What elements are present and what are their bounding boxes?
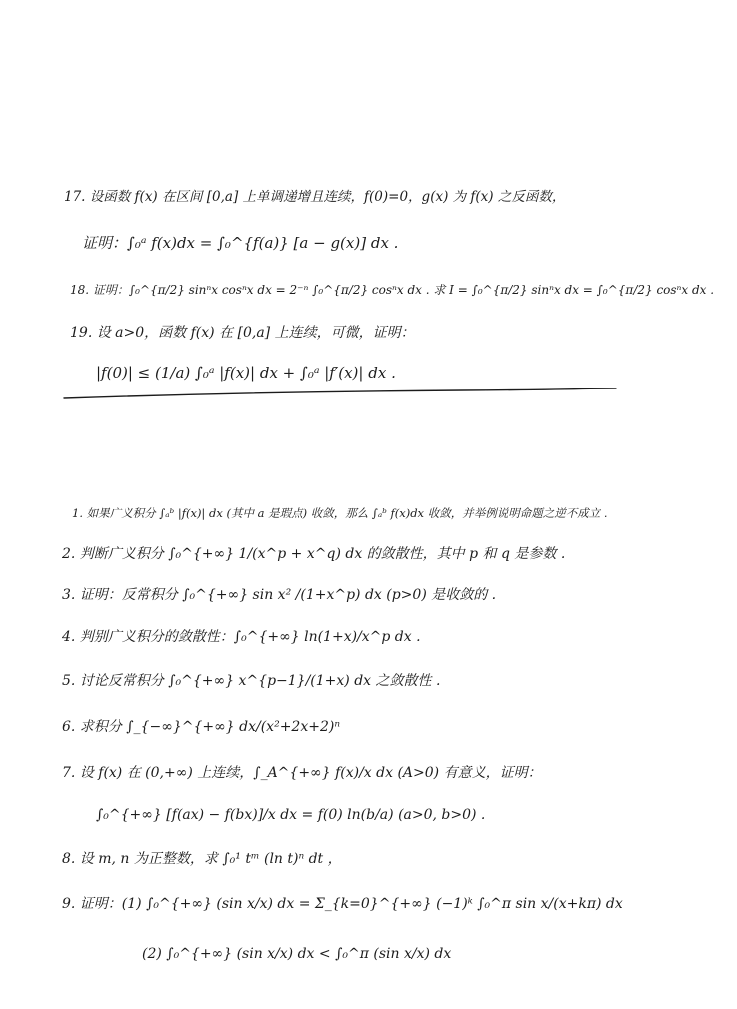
problem-4: 4. 判别广义积分的敛散性：∫₀^{+∞} ln(1+x)/x^p dx . [62, 629, 421, 645]
problem-7-statement: 7. 设 f(x) 在 (0,+∞) 上连续，∫_A^{+∞} f(x)/x dx (A>0) 有意义，证明： [62, 765, 542, 781]
problem-17-formula: 证明：∫₀ᵃ f(x)dx = ∫₀^{f(a)} [a − g(x)] dx . [82, 234, 399, 252]
problem-5: 5. 讨论反常积分 ∫₀^{+∞} x^{p−1}/(1+x) dx 之敛散性 . [62, 673, 441, 689]
problem-9-part-1: 9. 证明：(1) ∫₀^{+∞} (sin x/x) dx = Σ_{k=0}^{+∞} (−1)ᵏ ∫₀^π sin x/(x+kπ) dx [62, 896, 623, 912]
problem-2: 2. 判断广义积分 ∫₀^{+∞} 1/(x^p + x^q) dx 的敛散性，其中 p 和 q 是参数 . [62, 546, 566, 562]
problem-18: 18. 证明：∫₀^{π/2} sinⁿx cosⁿx dx = 2⁻ⁿ ∫₀^{π/2} cosⁿx dx . 求 I = ∫₀^{π/2} sinⁿx dx = ∫₀^{π/2} cosⁿx dx . [70, 283, 715, 297]
problem-7-formula: ∫₀^{+∞} [f(ax) − f(bx)]/x dx = f(0) ln(b/a) (a>0, b>0) . [96, 807, 486, 823]
problem-19-inequality: |f(0)| ≤ (1/a) ∫₀ᵃ |f(x)| dx + ∫₀ᵃ |f′(x)| dx . [96, 364, 396, 382]
underline-divider [62, 388, 618, 402]
problem-3: 3. 证明：反常积分 ∫₀^{+∞} sin x² /(1+x^p) dx (p>0) 是收敛的 . [62, 587, 497, 603]
problem-1: 1. 如果广义积分 ∫ₐᵇ |f(x)| dx (其中 a 是瑕点) 收敛，那么 ∫ₐᵇ f(x)dx 收敛，并举例说明命题之逆不成立 . [72, 506, 608, 520]
problem-9-part-2: (2) ∫₀^{+∞} (sin x/x) dx < ∫₀^π (sin x/x) dx [142, 946, 452, 962]
problem-6: 6. 求积分 ∫_{−∞}^{+∞} dx/(x²+2x+2)ⁿ [62, 719, 340, 735]
problem-19-statement: 19. 设 a>0，函数 f(x) 在 [0,a] 上连续，可微，证明： [70, 325, 415, 341]
problem-17-statement: 17. 设函数 f(x) 在区间 [0,a] 上单调递增且连续，f(0)=0，g(x) 为 f(x) 之反函数， [64, 189, 566, 205]
problem-8: 8. 设 m, n 为正整数，求 ∫₀¹ tᵐ (ln t)ⁿ dt ， [62, 851, 342, 867]
